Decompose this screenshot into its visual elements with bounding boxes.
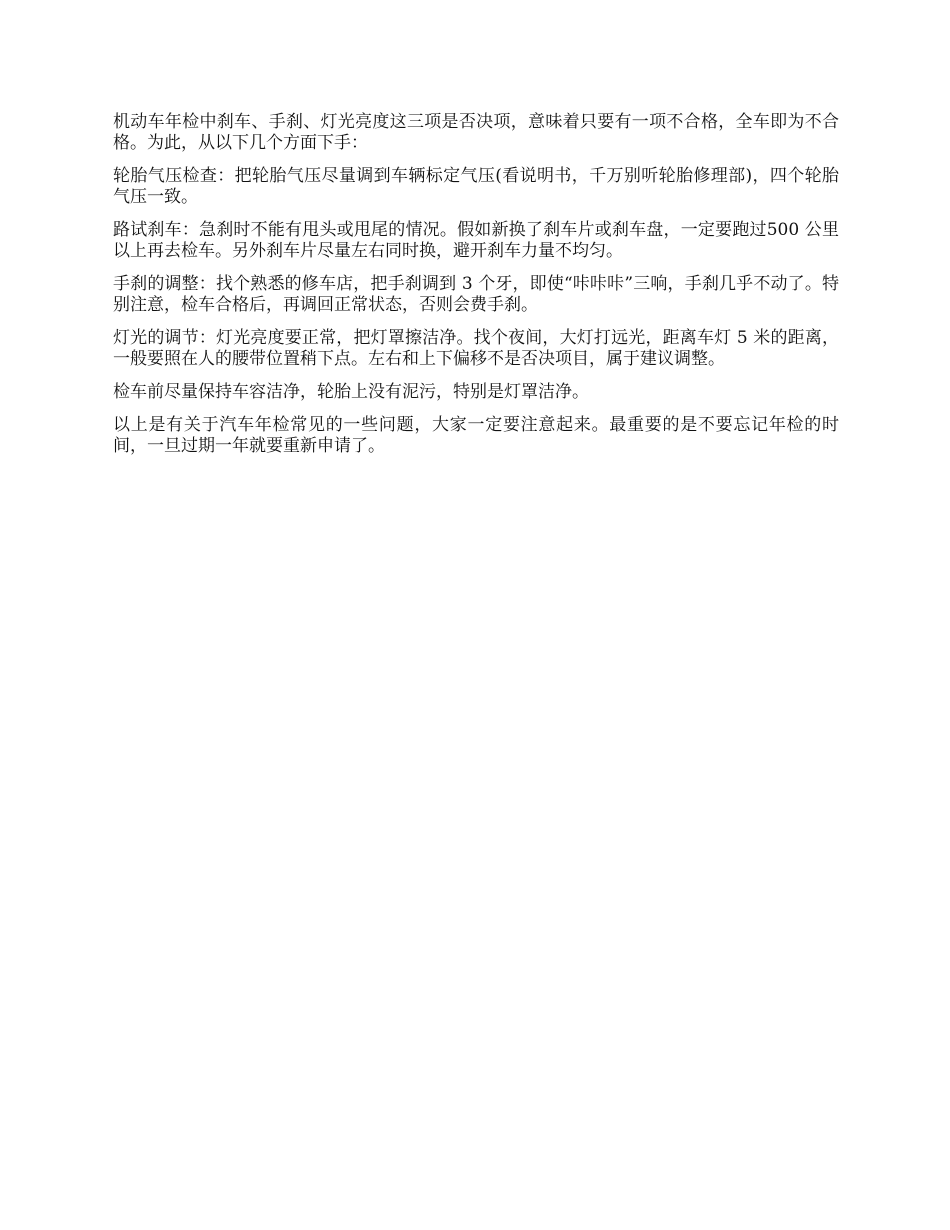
document-page	[113, 112, 839, 469]
paragraph-clean-vehicle: 检车前尽量保持车容洁净，轮胎上没有泥污，特别是灯罩洁净。	[113, 382, 589, 402]
paragraph-road-brake-test: 路试刹车：急刹时不能有甩头或甩尾的情况。假如新换了刹车片或刹车盘，一定要跑过500 公里以上再去检车。另外刹车片尽量左右同时换，避开刹车力量不均匀。	[113, 220, 839, 261]
paragraph-conclusion: 以上是有关于汽车年检常见的一些问题，大家一定要注意起来。最重要的是不要忘记年检的时间，一旦过期一年就要重新申请了。	[113, 415, 839, 456]
paragraph-intro: 机动车年检中刹车、手刹、灯光亮度这三项是否决项，意味着只要有一项不合格，全车即为不合格。为此，从以下几个方面下手：	[113, 112, 839, 153]
paragraph-handbrake-adjustment: 手刹的调整：找个熟悉的修车店，把手刹调到 3 个牙，即使“咔咔咔”三响，手刹几乎不动了。特别注意，检车合格后，再调回正常状态，否则会费手刹。	[113, 274, 839, 315]
paragraph-tire-pressure: 轮胎气压检查：把轮胎气压尽量调到车辆标定气压(看说明书，千万别听轮胎修理部)，四个轮胎气压一致。	[113, 166, 839, 207]
paragraph-light-adjustment: 灯光的调节：灯光亮度要正常，把灯罩擦洁净。找个夜间，大灯打远光，距离车灯 5 米的距离，一般要照在人的腰带位置稍下点。左右和上下偏移不是否决项目，属于建议调整。	[113, 328, 839, 369]
